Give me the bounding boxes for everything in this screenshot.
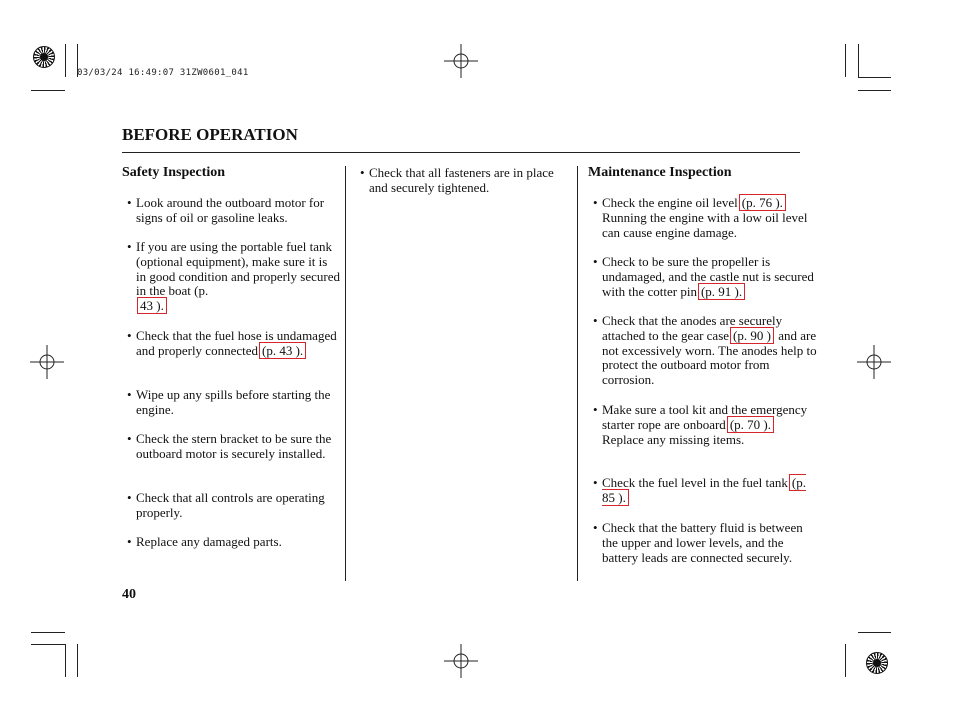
registration-crosshair-icon — [444, 44, 478, 78]
list-item: • Check to be sure the propeller is undamaged, and the castle nut is secured with the cotter pin (p. 91 ). — [593, 254, 814, 299]
page-reference-link[interactable]: (p. 90 ) — [730, 327, 774, 344]
page-reference-link[interactable]: (p. 76 ). — [739, 194, 786, 211]
registration-burst-icon — [33, 46, 55, 68]
list-item: • If you are using the portable fuel tank (optional equipment), make sure it is in good condition and properly secured in the boat (p. 43 ). — [127, 239, 340, 314]
header-rule — [122, 152, 800, 153]
list-item: • Replace any damaged parts. — [127, 534, 282, 549]
list-item: • Check that all controls are operating properly. — [127, 490, 325, 520]
column-divider — [577, 166, 578, 581]
list-item: • Check that the anodes are securely attached to the gear case (p. 90 ) and are not excessively worn. The anodes help to protect the outboard motor from corrosion. — [593, 313, 817, 388]
page-number: 40 — [122, 587, 136, 602]
page-reference-link[interactable]: (p. 91 ). — [698, 283, 745, 300]
registration-crosshair-icon — [30, 345, 64, 379]
page-section-title: BEFORE OPERATION — [122, 125, 298, 144]
list-item: • Check that all fasteners are in place and securely tightened. — [360, 165, 554, 195]
list-item: • Wipe up any spills before starting the engine. — [127, 387, 331, 417]
page-reference-link[interactable]: 43 ). — [137, 297, 167, 314]
print-timestamp: 03/03/24 16:49:07 31ZW0601_041 — [77, 68, 249, 78]
registration-burst-icon — [866, 652, 888, 674]
list-item: • Check that the fuel hose is undamaged and properly connected (p. 43 ). — [127, 328, 337, 358]
registration-crosshair-icon — [444, 644, 478, 678]
registration-crosshair-icon — [857, 345, 891, 379]
column-divider — [345, 166, 346, 581]
list-item: • Check the stern bracket to be sure the outboard motor is securely installed. — [127, 431, 332, 461]
safety-inspection-heading: Safety Inspection — [122, 165, 226, 180]
list-item: • Look around the outboard motor for signs of oil or gasoline leaks. — [127, 195, 325, 225]
list-item: • Check the engine oil level (p. 76 ). Running the engine with a low oil level can cause engine damage. — [593, 195, 808, 240]
page-reference-link[interactable]: (p. 43 ). — [259, 342, 306, 359]
page-reference-link[interactable]: (p. 85 ). — [602, 475, 806, 505]
maintenance-inspection-heading: Maintenance Inspection — [588, 165, 732, 180]
list-item: • Make sure a tool kit and the emergency starter rope are onboard (p. 70 ). Replace any missing items. — [593, 402, 808, 447]
page-reference-link[interactable]: (p. 70 ). — [727, 416, 774, 433]
list-item: • Check that the battery fluid is between the upper and lower levels, and the battery leads are connected securely. — [593, 520, 803, 565]
list-item: • Check the fuel level in the fuel tank (p. 85 ). — [593, 475, 806, 505]
